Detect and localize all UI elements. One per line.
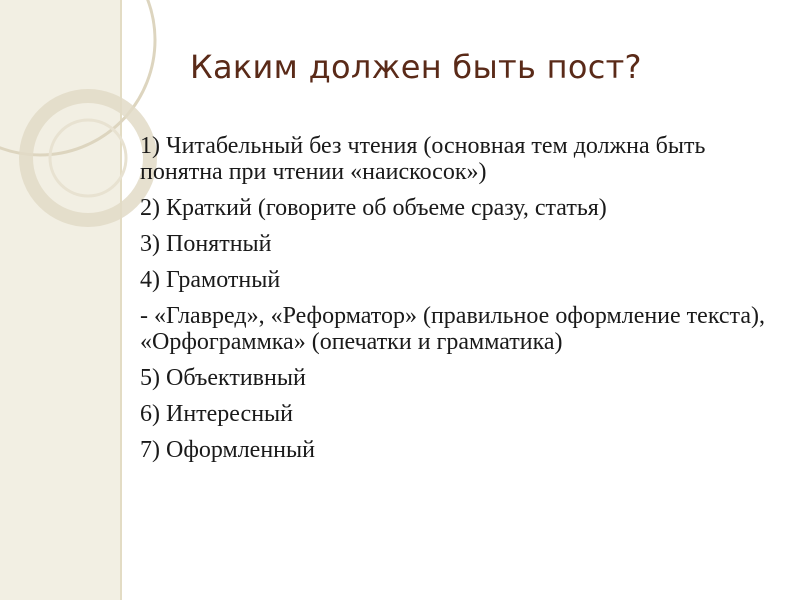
list-item: 7) Оформленный [140, 437, 315, 463]
middle-ring [26, 96, 150, 220]
slide-title: Каким должен быть пост? [190, 48, 642, 86]
list-item: - «Главред», «Реформатор» (правильное оформление текста), «Орфограммка» (опечатки и грамматика) [140, 303, 765, 355]
inner-ring [50, 120, 126, 196]
list-item: 5) Объективный [140, 365, 306, 391]
criteria-list [140, 133, 780, 473]
list-item: 1) Читабельный без чтения (основная тем должна быть понятна при чтении «наискосок») [140, 133, 706, 185]
outer-ring [0, 0, 155, 155]
list-item: 4) Грамотный [140, 267, 281, 293]
list-item: 2) Краткий (говорите об объеме сразу, статья) [140, 195, 607, 221]
list-item: 6) Интересный [140, 401, 294, 427]
list-item: 3) Понятный [140, 231, 272, 257]
